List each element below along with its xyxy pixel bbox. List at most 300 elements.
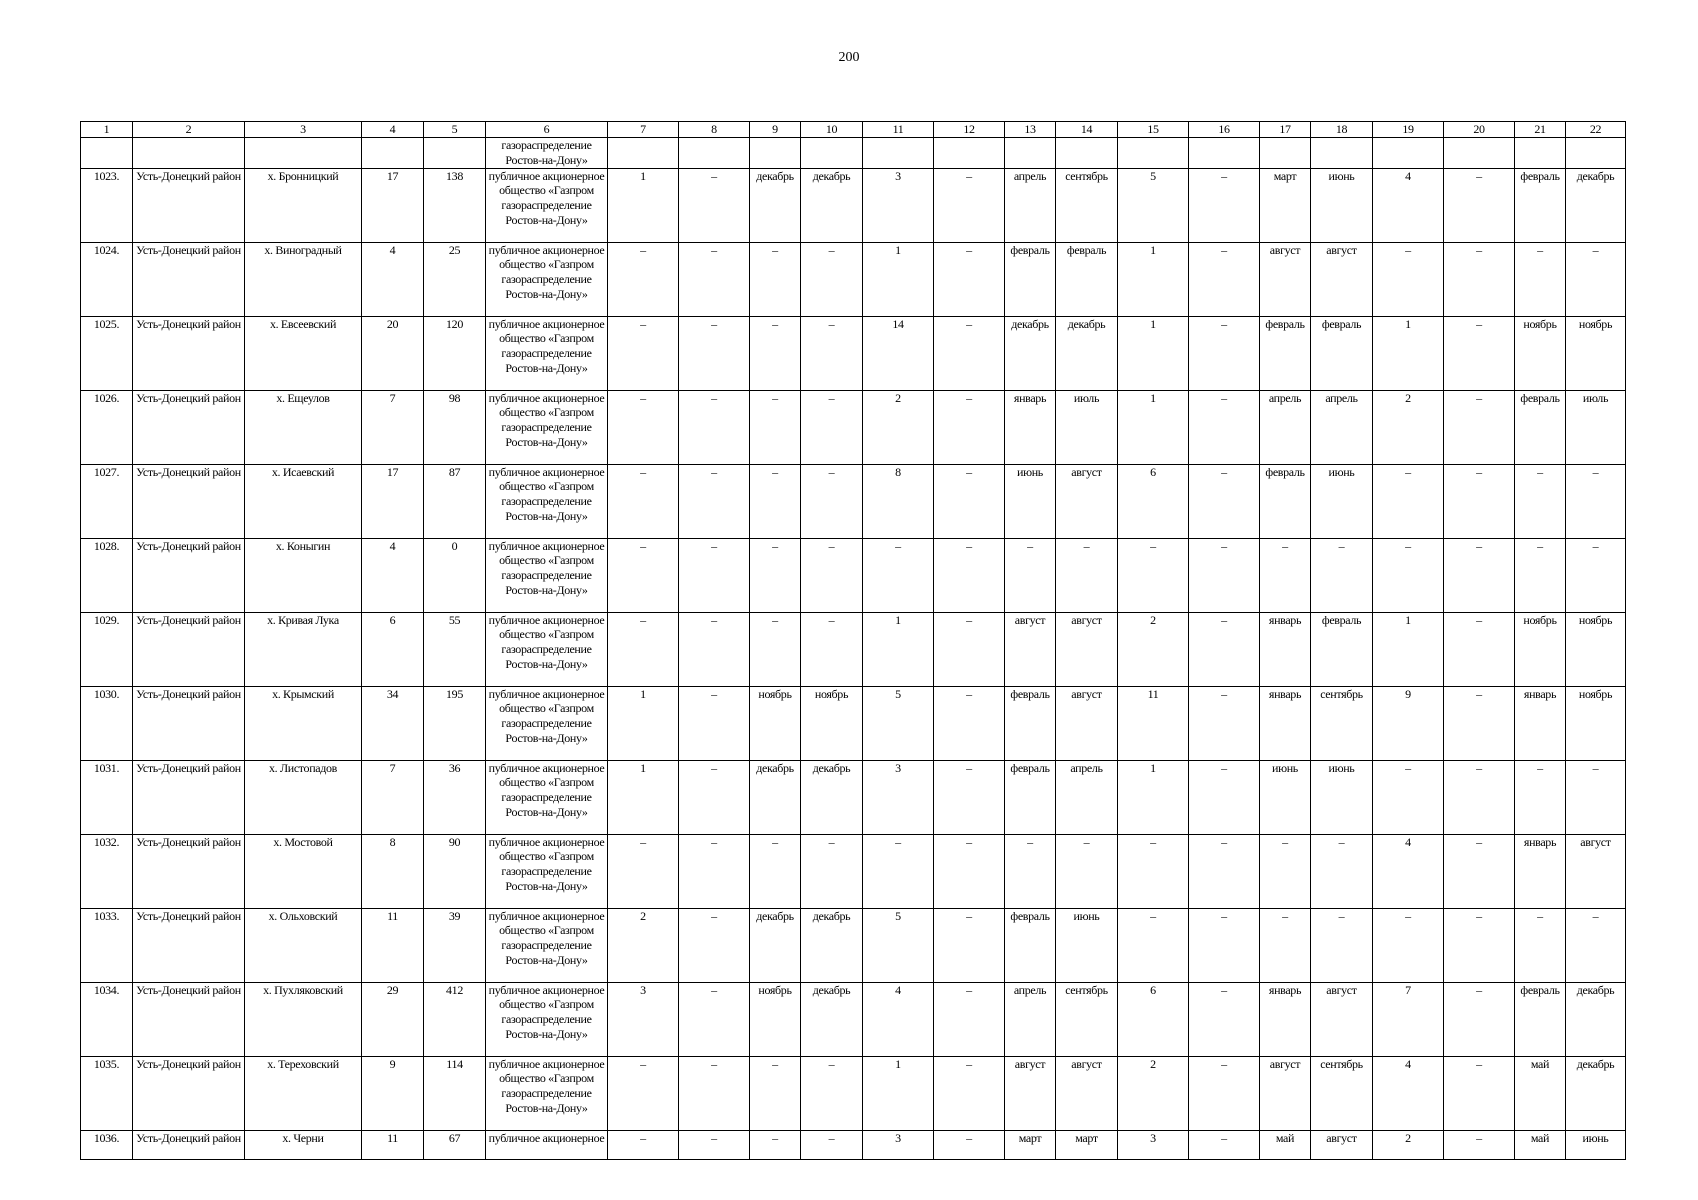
row-number-cell: 1030. — [81, 686, 133, 760]
col19-cell: 4 — [1373, 168, 1444, 242]
col18-cell: август — [1311, 982, 1373, 1056]
organization-cell: публичное акционерное общество «Газпром газораспределение Ростов-на-Дону» — [486, 316, 608, 390]
col7-cell: – — [608, 1130, 679, 1159]
col20-cell: – — [1444, 168, 1515, 242]
col12-cell: – — [934, 908, 1005, 982]
col11-cell: 5 — [863, 908, 934, 982]
settlement-cell: х. Пухляковский — [245, 982, 362, 1056]
col15-cell: 1 — [1118, 242, 1189, 316]
column-header-9: 9 — [750, 122, 801, 138]
district-cell: Усть-Донецкий район — [133, 612, 245, 686]
settlement-cell: х. Кривая Лука — [245, 612, 362, 686]
col22-cell — [1566, 138, 1626, 169]
col15-cell: 1 — [1118, 390, 1189, 464]
col13-cell: декабрь — [1005, 316, 1056, 390]
col9-cell: ноябрь — [750, 982, 801, 1056]
row-number-cell: 1023. — [81, 168, 133, 242]
col8-cell: – — [679, 908, 750, 982]
col10-cell: – — [801, 464, 863, 538]
col18-cell: – — [1311, 538, 1373, 612]
table-row — [81, 908, 1626, 982]
col15-cell: 11 — [1118, 686, 1189, 760]
col21-cell: февраль — [1515, 982, 1566, 1056]
col8-cell: – — [679, 1056, 750, 1130]
row-number-cell: 1029. — [81, 612, 133, 686]
col21-cell: – — [1515, 242, 1566, 316]
col15-cell: 5 — [1118, 168, 1189, 242]
col20-cell: – — [1444, 686, 1515, 760]
col20-cell: – — [1444, 612, 1515, 686]
settlement-cell: х. Черни — [245, 1130, 362, 1159]
col18-cell: – — [1311, 834, 1373, 908]
col17-cell: январь — [1260, 612, 1311, 686]
table-body — [81, 138, 1626, 1160]
col13-cell: февраль — [1005, 760, 1056, 834]
col14-cell: сентябрь — [1056, 168, 1118, 242]
col12-cell: – — [934, 390, 1005, 464]
column-header-18: 18 — [1311, 122, 1373, 138]
col4-cell: 11 — [362, 1130, 424, 1159]
col8-cell: – — [679, 242, 750, 316]
col19-cell: 2 — [1373, 1130, 1444, 1159]
col21-cell: февраль — [1515, 390, 1566, 464]
organization-cell: публичное акционерное — [486, 1130, 608, 1159]
col17-cell: февраль — [1260, 316, 1311, 390]
col22-cell: декабрь — [1566, 982, 1626, 1056]
col16-cell: – — [1189, 464, 1260, 538]
row-number-cell: 1027. — [81, 464, 133, 538]
col15-cell: – — [1118, 538, 1189, 612]
col11-cell: 2 — [863, 390, 934, 464]
col17-cell: – — [1260, 538, 1311, 612]
col7-cell: – — [608, 464, 679, 538]
col12-cell: – — [934, 538, 1005, 612]
col17-cell: март — [1260, 168, 1311, 242]
col8-cell — [679, 138, 750, 169]
col16-cell: – — [1189, 316, 1260, 390]
col18-cell: июнь — [1311, 168, 1373, 242]
col22-cell: июль — [1566, 390, 1626, 464]
col20-cell: – — [1444, 464, 1515, 538]
col5-cell: 98 — [424, 390, 486, 464]
col8-cell: – — [679, 834, 750, 908]
col7-cell: 1 — [608, 686, 679, 760]
organization-cell: публичное акционерное общество «Газпром газораспределение Ростов-на-Дону» — [486, 1056, 608, 1130]
col19-cell: 9 — [1373, 686, 1444, 760]
settlement-cell: х. Исаевский — [245, 464, 362, 538]
col16-cell: – — [1189, 982, 1260, 1056]
col5-cell: 195 — [424, 686, 486, 760]
col17-cell: апрель — [1260, 390, 1311, 464]
column-header-6: 6 — [486, 122, 608, 138]
col19-cell: – — [1373, 538, 1444, 612]
column-header-10: 10 — [801, 122, 863, 138]
col5-cell: 412 — [424, 982, 486, 1056]
row-number-cell: 1036. — [81, 1130, 133, 1159]
col9-cell: декабрь — [750, 760, 801, 834]
table-row — [81, 834, 1626, 908]
col15-cell: 1 — [1118, 316, 1189, 390]
settlement-cell — [245, 138, 362, 169]
col19-cell: 1 — [1373, 316, 1444, 390]
col16-cell: – — [1189, 760, 1260, 834]
col5-cell: 36 — [424, 760, 486, 834]
col20-cell: – — [1444, 908, 1515, 982]
col4-cell: 34 — [362, 686, 424, 760]
organization-cell: публичное акционерное общество «Газпром газораспределение Ростов-на-Дону» — [486, 464, 608, 538]
col11-cell: 4 — [863, 982, 934, 1056]
col18-cell: сентябрь — [1311, 686, 1373, 760]
col7-cell: – — [608, 316, 679, 390]
col9-cell: – — [750, 1130, 801, 1159]
col9-cell: – — [750, 242, 801, 316]
col20-cell: – — [1444, 538, 1515, 612]
col21-cell: май — [1515, 1130, 1566, 1159]
col4-cell — [362, 138, 424, 169]
col8-cell: – — [679, 168, 750, 242]
col10-cell — [801, 138, 863, 169]
col21-cell: май — [1515, 1056, 1566, 1130]
col10-cell: – — [801, 538, 863, 612]
col20-cell: – — [1444, 390, 1515, 464]
col15-cell: 1 — [1118, 760, 1189, 834]
column-header-14: 14 — [1056, 122, 1118, 138]
row-number-cell: 1025. — [81, 316, 133, 390]
col19-cell — [1373, 138, 1444, 169]
col10-cell: декабрь — [801, 760, 863, 834]
col16-cell: – — [1189, 1130, 1260, 1159]
col14-cell: апрель — [1056, 760, 1118, 834]
organization-cell: публичное акционерное общество «Газпром газораспределение Ростов-на-Дону» — [486, 612, 608, 686]
col9-cell: – — [750, 834, 801, 908]
col14-cell: август — [1056, 464, 1118, 538]
district-cell: Усть-Донецкий район — [133, 242, 245, 316]
col9-cell: декабрь — [750, 168, 801, 242]
col10-cell: ноябрь — [801, 686, 863, 760]
col11-cell: 3 — [863, 168, 934, 242]
col11-cell: 3 — [863, 760, 934, 834]
table-row — [81, 1056, 1626, 1130]
col12-cell: – — [934, 1130, 1005, 1159]
col17-cell: июнь — [1260, 760, 1311, 834]
col12-cell: – — [934, 760, 1005, 834]
col4-cell: 20 — [362, 316, 424, 390]
col15-cell: 2 — [1118, 612, 1189, 686]
col12-cell: – — [934, 686, 1005, 760]
col22-cell: ноябрь — [1566, 612, 1626, 686]
col18-cell: февраль — [1311, 612, 1373, 686]
district-cell: Усть-Донецкий район — [133, 686, 245, 760]
col12-cell: – — [934, 1056, 1005, 1130]
col8-cell: – — [679, 982, 750, 1056]
organization-cell: публичное акционерное общество «Газпром газораспределение Ростов-на-Дону» — [486, 390, 608, 464]
column-header-17: 17 — [1260, 122, 1311, 138]
col19-cell: 2 — [1373, 390, 1444, 464]
row-number-cell: 1034. — [81, 982, 133, 1056]
col10-cell: декабрь — [801, 908, 863, 982]
col12-cell: – — [934, 316, 1005, 390]
col7-cell — [608, 138, 679, 169]
col5-cell: 87 — [424, 464, 486, 538]
district-cell: Усть-Донецкий район — [133, 464, 245, 538]
col9-cell: – — [750, 1056, 801, 1130]
col9-cell: – — [750, 464, 801, 538]
col12-cell: – — [934, 464, 1005, 538]
col12-cell — [934, 138, 1005, 169]
row-number-cell: 1031. — [81, 760, 133, 834]
col15-cell: 3 — [1118, 1130, 1189, 1159]
table-row — [81, 464, 1626, 538]
col10-cell: – — [801, 390, 863, 464]
column-header-8: 8 — [679, 122, 750, 138]
col5-cell: 90 — [424, 834, 486, 908]
col11-cell: – — [863, 834, 934, 908]
col12-cell: – — [934, 612, 1005, 686]
col15-cell: 2 — [1118, 1056, 1189, 1130]
col20-cell: – — [1444, 242, 1515, 316]
col19-cell: – — [1373, 242, 1444, 316]
col11-cell: 8 — [863, 464, 934, 538]
col4-cell: 7 — [362, 390, 424, 464]
col4-cell: 8 — [362, 834, 424, 908]
col18-cell: август — [1311, 1130, 1373, 1159]
col22-cell: – — [1566, 538, 1626, 612]
settlement-cell: х. Коныгин — [245, 538, 362, 612]
table-row — [81, 982, 1626, 1056]
col8-cell: – — [679, 538, 750, 612]
col22-cell: – — [1566, 760, 1626, 834]
table-row — [81, 138, 1626, 169]
col13-cell: март — [1005, 1130, 1056, 1159]
settlement-cell: х. Ольховский — [245, 908, 362, 982]
table-row — [81, 168, 1626, 242]
col13-cell: август — [1005, 1056, 1056, 1130]
col5-cell: 0 — [424, 538, 486, 612]
col22-cell: ноябрь — [1566, 316, 1626, 390]
column-header-1: 1 — [81, 122, 133, 138]
col17-cell: – — [1260, 908, 1311, 982]
col19-cell: 7 — [1373, 982, 1444, 1056]
col9-cell: – — [750, 316, 801, 390]
col13-cell: июнь — [1005, 464, 1056, 538]
col18-cell: июнь — [1311, 760, 1373, 834]
organization-cell: публичное акционерное общество «Газпром газораспределение Ростов-на-Дону» — [486, 168, 608, 242]
organization-cell: публичное акционерное общество «Газпром газораспределение Ростов-на-Дону» — [486, 538, 608, 612]
district-cell: Усть-Донецкий район — [133, 316, 245, 390]
col12-cell: – — [934, 242, 1005, 316]
col10-cell: – — [801, 1130, 863, 1159]
col13-cell: август — [1005, 612, 1056, 686]
table-row — [81, 612, 1626, 686]
column-header-13: 13 — [1005, 122, 1056, 138]
col18-cell: август — [1311, 242, 1373, 316]
col13-cell: февраль — [1005, 908, 1056, 982]
col18-cell: – — [1311, 908, 1373, 982]
row-number-cell: 1035. — [81, 1056, 133, 1130]
col10-cell: – — [801, 316, 863, 390]
col16-cell: – — [1189, 168, 1260, 242]
col16-cell: – — [1189, 908, 1260, 982]
row-number-cell: 1033. — [81, 908, 133, 982]
col21-cell — [1515, 138, 1566, 169]
col13-cell: апрель — [1005, 168, 1056, 242]
col9-cell: декабрь — [750, 908, 801, 982]
settlement-cell: х. Тереховский — [245, 1056, 362, 1130]
settlement-cell: х. Евсеевский — [245, 316, 362, 390]
column-header-16: 16 — [1189, 122, 1260, 138]
col21-cell: – — [1515, 464, 1566, 538]
table-row — [81, 1130, 1626, 1159]
col19-cell: 4 — [1373, 1056, 1444, 1130]
col21-cell: февраль — [1515, 168, 1566, 242]
col9-cell: – — [750, 390, 801, 464]
col5-cell: 25 — [424, 242, 486, 316]
settlement-cell: х. Виноградный — [245, 242, 362, 316]
col7-cell: – — [608, 612, 679, 686]
column-header-2: 2 — [133, 122, 245, 138]
col8-cell: – — [679, 390, 750, 464]
column-header-21: 21 — [1515, 122, 1566, 138]
col7-cell: 1 — [608, 760, 679, 834]
col14-cell: август — [1056, 1056, 1118, 1130]
col13-cell — [1005, 138, 1056, 169]
settlement-cell: х. Листопадов — [245, 760, 362, 834]
col7-cell: – — [608, 390, 679, 464]
col11-cell: 1 — [863, 1056, 934, 1130]
column-header-4: 4 — [362, 122, 424, 138]
col4-cell: 17 — [362, 168, 424, 242]
col17-cell: январь — [1260, 982, 1311, 1056]
col18-cell: сентябрь — [1311, 1056, 1373, 1130]
col10-cell: декабрь — [801, 168, 863, 242]
col17-cell: – — [1260, 834, 1311, 908]
col21-cell: – — [1515, 908, 1566, 982]
organization-cell: публичное акционерное общество «Газпром газораспределение Ростов-на-Дону» — [486, 686, 608, 760]
col14-cell: сентябрь — [1056, 982, 1118, 1056]
col20-cell: – — [1444, 982, 1515, 1056]
col8-cell: – — [679, 1130, 750, 1159]
col20-cell: – — [1444, 316, 1515, 390]
col17-cell: август — [1260, 242, 1311, 316]
row-number-cell: 1024. — [81, 242, 133, 316]
col21-cell: – — [1515, 538, 1566, 612]
col9-cell: – — [750, 612, 801, 686]
col22-cell: декабрь — [1566, 168, 1626, 242]
col7-cell: 3 — [608, 982, 679, 1056]
col22-cell: август — [1566, 834, 1626, 908]
col11-cell: 3 — [863, 1130, 934, 1159]
col21-cell: – — [1515, 760, 1566, 834]
col17-cell: январь — [1260, 686, 1311, 760]
col5-cell: 138 — [424, 168, 486, 242]
organization-cell: публичное акционерное общество «Газпром газораспределение Ростов-на-Дону» — [486, 982, 608, 1056]
district-cell: Усть-Донецкий район — [133, 1130, 245, 1159]
col4-cell: 9 — [362, 1056, 424, 1130]
col5-cell: 39 — [424, 908, 486, 982]
organization-cell: публичное акционерное общество «Газпром газораспределение Ростов-на-Дону» — [486, 760, 608, 834]
col14-cell: июнь — [1056, 908, 1118, 982]
col7-cell: 1 — [608, 168, 679, 242]
col10-cell: декабрь — [801, 982, 863, 1056]
col22-cell: июнь — [1566, 1130, 1626, 1159]
col21-cell: ноябрь — [1515, 612, 1566, 686]
column-header-19: 19 — [1373, 122, 1444, 138]
col11-cell: 14 — [863, 316, 934, 390]
col19-cell: 4 — [1373, 834, 1444, 908]
header-row — [81, 122, 1626, 138]
col18-cell — [1311, 138, 1373, 169]
table-row — [81, 242, 1626, 316]
row-number-cell: 1026. — [81, 390, 133, 464]
col19-cell: 1 — [1373, 612, 1444, 686]
district-cell: Усть-Донецкий район — [133, 982, 245, 1056]
col4-cell: 4 — [362, 538, 424, 612]
col21-cell: январь — [1515, 686, 1566, 760]
col19-cell: – — [1373, 464, 1444, 538]
col4-cell: 29 — [362, 982, 424, 1056]
col17-cell: май — [1260, 1130, 1311, 1159]
col14-cell: – — [1056, 538, 1118, 612]
col8-cell: – — [679, 464, 750, 538]
settlement-cell: х. Крымский — [245, 686, 362, 760]
col14-cell: декабрь — [1056, 316, 1118, 390]
col22-cell: – — [1566, 242, 1626, 316]
col8-cell: – — [679, 316, 750, 390]
settlement-cell: х. Ещеулов — [245, 390, 362, 464]
col15-cell: – — [1118, 908, 1189, 982]
col14-cell: – — [1056, 834, 1118, 908]
settlement-cell: х. Бронницкий — [245, 168, 362, 242]
schedule-table — [80, 121, 1626, 1160]
col16-cell: – — [1189, 1056, 1260, 1130]
col15-cell: – — [1118, 834, 1189, 908]
col11-cell: 1 — [863, 242, 934, 316]
col13-cell: – — [1005, 538, 1056, 612]
col22-cell: ноябрь — [1566, 686, 1626, 760]
col5-cell: 120 — [424, 316, 486, 390]
col20-cell: – — [1444, 1130, 1515, 1159]
col20-cell: – — [1444, 834, 1515, 908]
organization-cell: газораспределение Ростов-на-Дону» — [486, 138, 608, 169]
col14-cell: февраль — [1056, 242, 1118, 316]
col5-cell: 67 — [424, 1130, 486, 1159]
col14-cell: август — [1056, 612, 1118, 686]
col4-cell: 6 — [362, 612, 424, 686]
table-row — [81, 760, 1626, 834]
table-row — [81, 316, 1626, 390]
col4-cell: 17 — [362, 464, 424, 538]
col16-cell: – — [1189, 834, 1260, 908]
col7-cell: – — [608, 538, 679, 612]
district-cell: Усть-Донецкий район — [133, 390, 245, 464]
col11-cell — [863, 138, 934, 169]
col18-cell: апрель — [1311, 390, 1373, 464]
column-header-22: 22 — [1566, 122, 1626, 138]
col11-cell: 1 — [863, 612, 934, 686]
district-cell: Усть-Донецкий район — [133, 834, 245, 908]
col16-cell: – — [1189, 390, 1260, 464]
col14-cell: август — [1056, 686, 1118, 760]
col15-cell — [1118, 138, 1189, 169]
col13-cell: январь — [1005, 390, 1056, 464]
col16-cell: – — [1189, 612, 1260, 686]
col16-cell: – — [1189, 686, 1260, 760]
col16-cell: – — [1189, 242, 1260, 316]
col11-cell: – — [863, 538, 934, 612]
col8-cell: – — [679, 612, 750, 686]
col17-cell: февраль — [1260, 464, 1311, 538]
table-row — [81, 538, 1626, 612]
